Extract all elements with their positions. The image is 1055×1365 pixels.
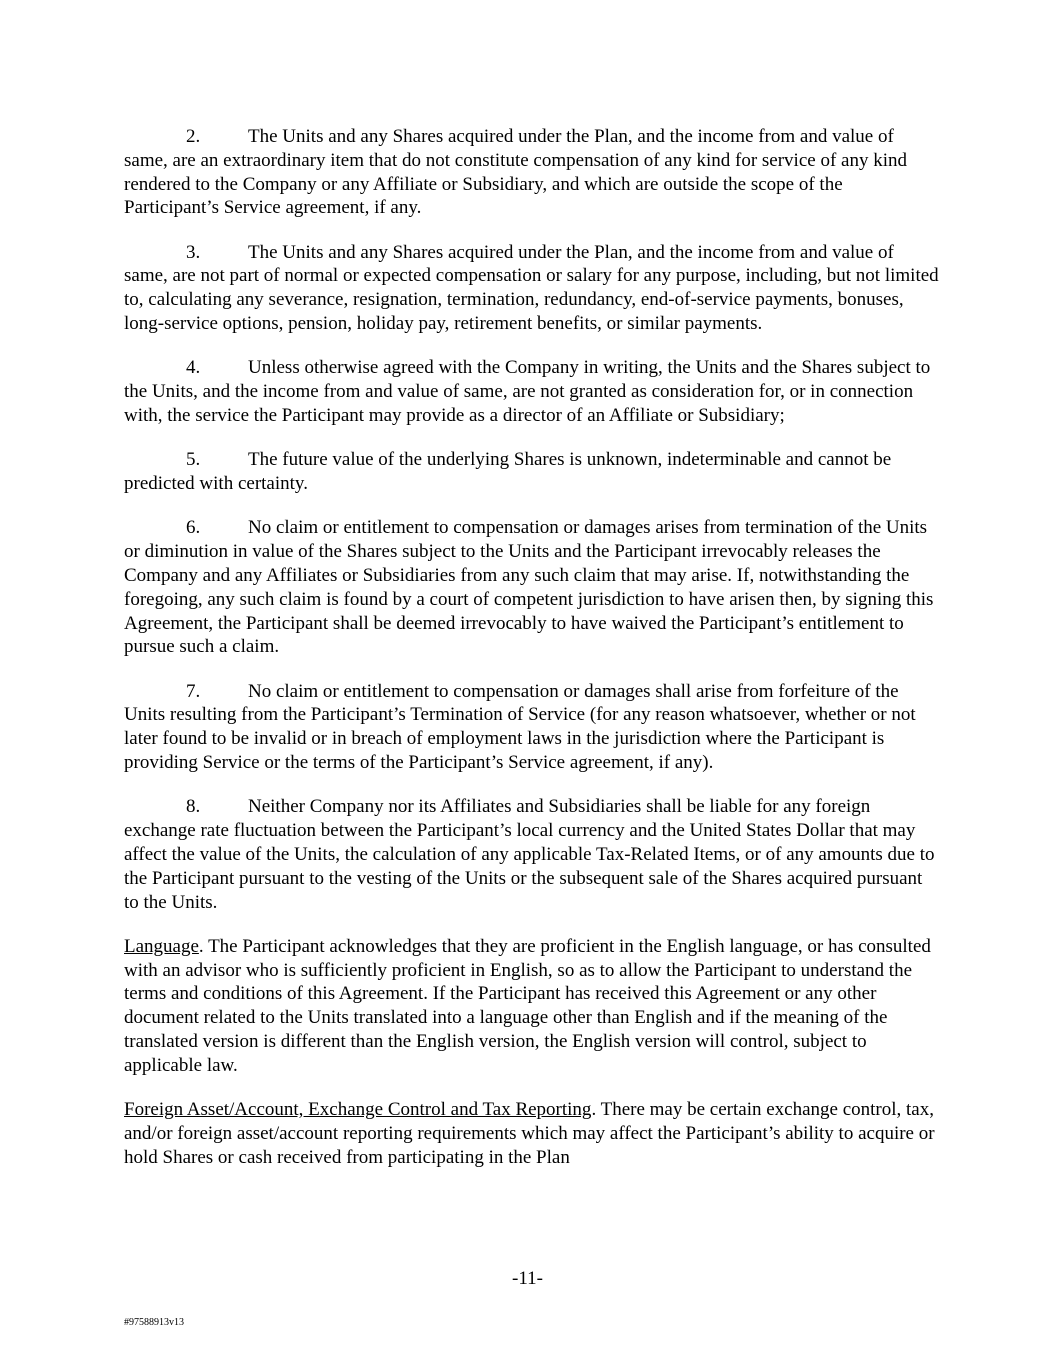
paragraph-text: No claim or entitlement to compensation or damages shall arise from forfeiture of the Units resulting from the Participant’s Termination of Service (for any reason whatsoever, whether or not later found to be invalid or in breach of employment laws in the jurisdiction where the Participant is providing Service or the terms of the Participant’s Service agreement, if any). xyxy=(124,680,916,774)
paragraph-8 xyxy=(124,795,939,914)
paragraph-text: The Units and any Shares acquired under the Plan, and the income from and value of same, are an extraordinary item that do not constitute compensation of any kind for service of any kind rendered to the Company or any Affiliate or Subsidiary, and which are outside the scope of the Participant’s Service agreement, if any. xyxy=(124,126,907,219)
paragraph-number: 3. xyxy=(186,241,201,263)
paragraph-3 xyxy=(124,241,939,336)
paragraph-6 xyxy=(124,516,939,659)
paragraph-text: Neither Company nor its Affiliates and Subsidiaries shall be liable for any foreign exchange rate fluctuation between the Participant’s local currency and the United States Dollar that may affect the value of the Units, the calculation of any applicable Tax-Related Items, or of any amounts due to the Participant pursuant to the vesting of the Units or the subsequent sale of the Shares acquired pursuant to the Units. xyxy=(124,796,935,913)
paragraph-text: The future value of the underlying Shares is unknown, indeterminable and cannot be predicted with certainty. xyxy=(124,449,892,495)
paragraph-2 xyxy=(124,125,939,220)
paragraph-7 xyxy=(124,680,939,775)
section-heading: Foreign Asset/Account, Exchange Control and Tax Reporting xyxy=(124,1099,592,1121)
paragraph-number: 8. xyxy=(186,796,201,818)
paragraph-text: No claim or entitlement to compensation or damages arises from termination of the Units or diminution in value of the Shares subject to the Units and the Participant irrevocably releases the Company and any Affiliates or Subsidiaries from any such claim that may arise. If, notwithstanding the foregoing, any such claim is found by a court of competent jurisdiction to have arisen then, by signing this Agreement, the Participant shall be deemed irrevocably to have waived the Participant’s entitlement to pursue such a claim. xyxy=(124,517,934,658)
section-text: . The Participant acknowledges that they are proficient in the English language, or has consulted with an advisor who is sufficiently proficient in English, so as to allow the Participant to understand the terms and conditions of this Agreement. If the Participant has received this Agreement or any other document related to the Units translated into a language other than English and if the meaning of the translated version is different than the English version, the English version will control, subject to applicable law. xyxy=(124,935,931,1076)
paragraph-number: 6. xyxy=(186,517,201,539)
section-language xyxy=(124,935,939,1078)
paragraph-number: 5. xyxy=(186,449,201,471)
page-number: -11- xyxy=(512,1268,543,1289)
document-id: #97588913v13 xyxy=(124,1317,184,1328)
paragraph-5 xyxy=(124,448,939,496)
section-foreign-asset xyxy=(124,1098,939,1169)
paragraph-number: 4. xyxy=(186,357,201,379)
paragraph-number: 2. xyxy=(186,126,201,147)
paragraph-text: The Units and any Shares acquired under the Plan, and the income from and value of same, are not part of normal or expected compensation or salary for any purpose, including, but not limited to, calculating any severance, resignation, termination, redundancy, end-of-service payments, bonuses, long-service options, pension, holiday pay, retirement benefits, or similar payments. xyxy=(124,241,939,335)
paragraph-number: 7. xyxy=(186,680,201,702)
paragraph-text: Unless otherwise agreed with the Company in writing, the Units and the Shares subject to the Units, and the income from and value of same, are not granted as consideration for, or in connection with, the service the Participant may provide as a director of an Affiliate or Subsidiary; xyxy=(124,357,931,426)
document-body xyxy=(124,125,939,1190)
section-text: . There may be certain exchange control, tax, and/or foreign asset/account reporting requirements which may affect the Participant’s ability to acquire or hold Shares or cash received from participating in the Plan xyxy=(124,1099,935,1168)
paragraph-4 xyxy=(124,356,939,427)
section-heading: Language xyxy=(124,935,199,957)
